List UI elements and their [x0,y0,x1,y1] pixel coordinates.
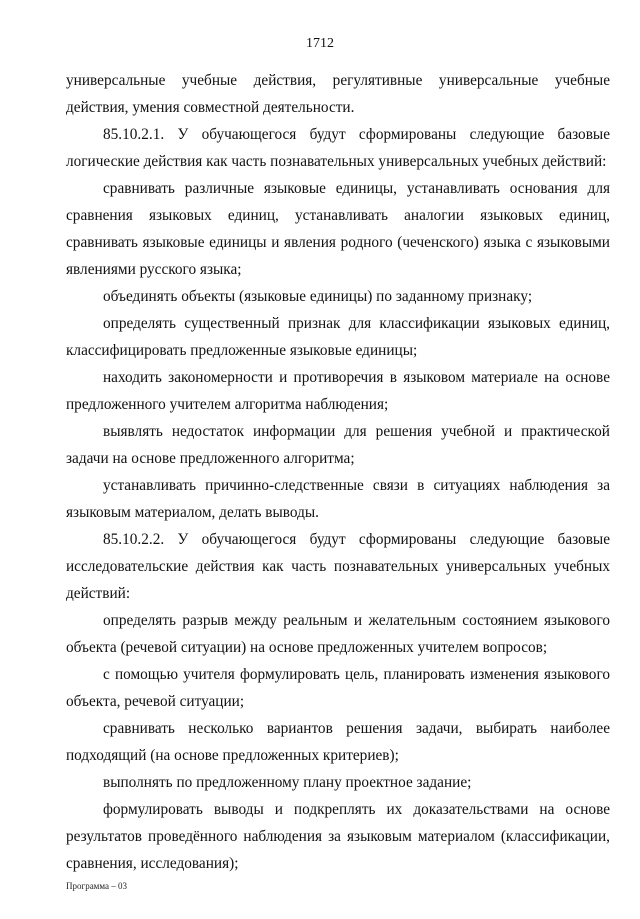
document-body [66,67,610,877]
paragraph-item: формулировать выводы и подкреплять их доказательствами на основе результатов проведённого наблюдения за языковым материалом (классификации, сравнения, исследования); [66,801,610,872]
paragraph-item: находить закономерности и противоречия в языковом материале на основе предложенного учителем алгоритма наблюдения; [66,369,610,413]
paragraph-item: сравнивать различные языковые единицы, устанавливать основания для сравнения языковых единиц, устанавливать аналогии языковых единиц, сравнивать языковые единицы и явления родного (чеченского) языка с языковыми явлениями русского языка; [66,180,610,278]
paragraph-item: выявлять недостаток информации для решения учебной и практической задачи на основе предложенного алгоритма; [66,423,610,467]
paragraph-item: объединять объекты (языковые единицы) по заданному признаку; [103,288,533,305]
paragraph-section-85-10-2-1: 85.10.2.1. У обучающегося будут сформированы следующие базовые логические действия как часть познавательных универсальных учебных действий: [66,126,610,170]
paragraph-item: выполнять по предложенному плану проектное задание; [103,774,472,791]
page-footer: Программа – 03 [66,881,128,891]
page-number: 1712 [306,36,334,51]
paragraph-item: определять существенный признак для классификации языковых единиц, классифицировать предложенные языковые единицы; [66,315,610,359]
paragraph-continuation: универсальные учебные действия, регулятивные универсальные учебные действия, умения совместной деятельности. [66,72,610,116]
paragraph-item: с помощью учителя формулировать цель, планировать изменения языкового объекта, речевой ситуации; [66,666,610,710]
paragraph-item: определять разрыв между реальным и желательным состоянием языкового объекта (речевой ситуации) на основе предложенных учителем вопросов; [66,612,610,656]
paragraph-item: устанавливать причинно-следственные связи в ситуациях наблюдения за языковым материалом, делать выводы. [66,477,610,521]
paragraph-item: сравнивать несколько вариантов решения задачи, выбирать наиболее подходящий (на основе предложенных критериев); [66,720,610,764]
paragraph-section-85-10-2-2: 85.10.2.2. У обучающегося будут сформированы следующие базовые исследовательские действия как часть познавательных универсальных учебных действий: [66,531,610,602]
